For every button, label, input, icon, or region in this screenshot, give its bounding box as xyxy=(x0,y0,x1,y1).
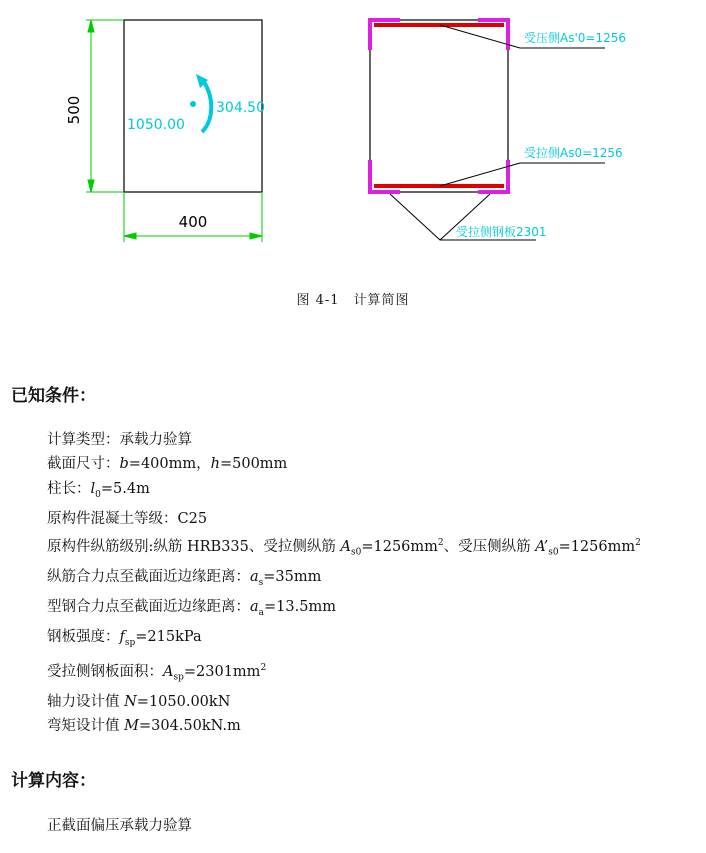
plate-area: 受拉侧钢板面积：$A_{sp}=2301mm^2$ xyxy=(47,662,267,683)
figure-caption: 图 4-1 计算简图 xyxy=(296,293,410,308)
calculation-diagram xyxy=(0,0,706,280)
rebar-grade: 原构件纵筋级别:纵筋 HRB335、受拉侧纵筋 $A_{s0}=1256mm^2$、受压侧纵筋 $A’_{s0}=1256mm^2$ xyxy=(47,538,641,558)
compression-rebar-label: 受压侧As'0=1256 xyxy=(524,31,626,45)
tension-rebar-label: 受拉侧As0=1256 xyxy=(524,146,623,160)
height-dimension xyxy=(86,20,124,192)
leader-lines xyxy=(390,25,605,240)
rebar-edge-distance: 纵筋合力点至截面近边缘距离：$a_s=35mm$ xyxy=(47,569,322,588)
axial-force-design: 轴力设计值 N=1050.00kN xyxy=(47,693,231,710)
calc-content-heading: 计算内容： xyxy=(11,771,96,791)
width-dimension-label: 400 xyxy=(178,213,208,231)
calc-type: 计算类型：承载力验算 xyxy=(47,432,192,448)
plate-strength: 钢板强度：$f_{sp}=215kPa$ xyxy=(47,629,202,649)
steel-plate-corners xyxy=(370,20,508,192)
known-conditions-list xyxy=(47,428,641,738)
section-outline-right xyxy=(370,20,508,192)
calc-content-item: 正截面偏压承载力验算 xyxy=(47,818,192,834)
steel-plate-label: 受拉侧钢板2301 xyxy=(456,225,547,239)
moment-arrow-icon xyxy=(202,82,211,132)
load-point-icon xyxy=(190,101,196,107)
concrete-grade: 原构件混凝土等级：C25 xyxy=(47,510,208,527)
moment-label: 304.50 xyxy=(216,100,265,116)
steel-edge-distance: 型钢合力点至截面近边缘距离：$a_a=13.5mm$ xyxy=(47,599,336,619)
known-conditions-heading: 已知条件： xyxy=(11,386,96,406)
axial-force-label: 1050.00 xyxy=(127,117,185,133)
height-dimension-label: 500 xyxy=(65,95,83,125)
section-size: 截面尺寸：b=400mm，h=500mm xyxy=(47,456,288,473)
column-length: 柱长：$l_0=5.4m$ xyxy=(47,480,150,500)
moment-design: 弯矩设计值 M=304.50kN.m xyxy=(47,717,241,734)
